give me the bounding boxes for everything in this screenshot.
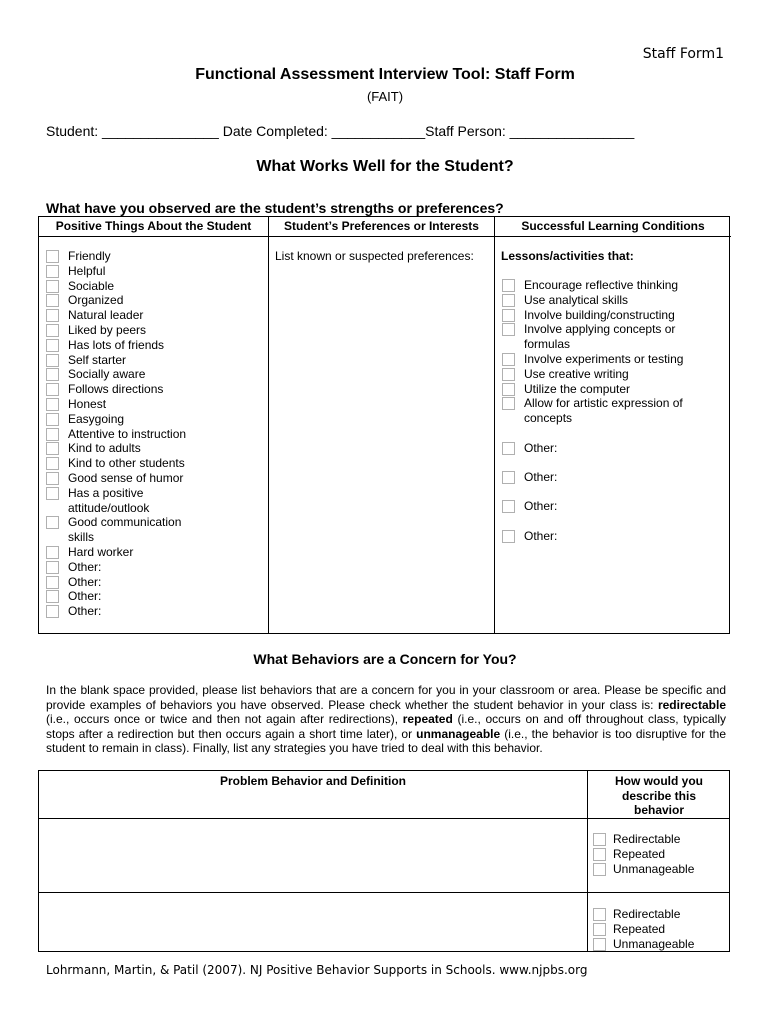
instruction-text: In the blank space provided, please list behaviors that are a concern for you in your classroom or area. Please be specific and provide examples of behaviors you have observed. Please check whether the student behavior in your class is: [46, 683, 726, 712]
student-info-line: Student: _______________ Date Completed: ____________Staff Person: ________________ [46, 123, 635, 139]
column-header-describe-behavior: How would you describe this behavior [615, 774, 703, 817]
checkbox[interactable] [502, 279, 515, 292]
instruction-text: (i.e., occurs once or twice and then not again after redirections), [46, 712, 403, 727]
checkbox-label: Hard worker [68, 545, 134, 559]
behavior-instructions [46, 683, 726, 756]
checkbox-label: Redirectable [613, 907, 681, 921]
column-header-preferences: Student’s Preferences or Interests [284, 219, 479, 233]
checkbox[interactable] [593, 908, 606, 921]
checkbox[interactable] [46, 339, 59, 352]
strengths-table [38, 216, 730, 634]
footer-citation: Lohrmann, Martin, & Patil (2007). NJ Positive Behavior Supports in Schools. www.njpbs.org [46, 963, 588, 977]
checkbox-label: Self starter [68, 352, 127, 367]
checkbox[interactable] [502, 442, 515, 455]
section-heading-behaviors: What Behaviors are a Concern for You? [253, 651, 517, 667]
checkbox-label: Other: [524, 528, 558, 543]
checkbox[interactable] [593, 923, 606, 936]
emphasis-term: repeated [402, 712, 453, 727]
emphasis-term: unmanageable [416, 726, 501, 741]
checkbox[interactable] [502, 397, 515, 410]
column-header-problem-behavior: Problem Behavior and Definition [219, 774, 407, 788]
checkbox[interactable] [502, 294, 515, 307]
checkbox-label: Follows directions [68, 382, 164, 397]
checkbox-label: Redirectable [613, 832, 681, 846]
checkbox-label: Liked by peers [68, 323, 147, 337]
positive-things-column [39, 217, 269, 633]
checkbox-label: Sociable [68, 278, 115, 293]
checkbox[interactable] [46, 265, 59, 278]
column-header-positive-things: Positive Things About the Student [55, 219, 252, 233]
checkbox[interactable] [46, 472, 59, 485]
checkbox-label: Unmanageable [613, 936, 695, 951]
checkbox-label: Involve experiments or testing [524, 352, 684, 366]
checkbox[interactable] [46, 428, 59, 441]
checkbox[interactable] [46, 309, 59, 322]
checkbox-label: Organized [68, 293, 124, 308]
checkbox-label: Use analytical skills [524, 292, 629, 307]
preferences-column [269, 217, 495, 633]
checkbox[interactable] [46, 546, 59, 559]
behavior-table [38, 770, 730, 952]
checkbox[interactable] [46, 576, 59, 589]
checkbox-label: Socially aware [68, 367, 146, 382]
strengths-question: What have you observed are the student’s strengths or preferences? [46, 200, 504, 216]
emphasis-term: redirectable [657, 697, 726, 712]
page-subtitle: (FAIT) [366, 89, 404, 104]
checkbox[interactable] [46, 250, 59, 263]
checkbox-label: Kind to other students [68, 456, 185, 471]
checkbox-label: Utilize the computer [524, 381, 631, 396]
checkbox[interactable] [593, 848, 606, 861]
checkbox-label: Kind to adults [68, 441, 141, 456]
checkbox-label: Good sense of humor [68, 471, 184, 485]
checkbox-label: Other: [68, 559, 102, 574]
checkbox-label: Has lots of friends [68, 337, 165, 352]
checkbox-label: Natural leader [68, 308, 144, 323]
checkbox[interactable] [46, 354, 59, 367]
checkbox[interactable] [46, 324, 59, 337]
instruction-text: (i.e., the behavior is too disruptive for the student to remain in class). Finally, list any strategies you have tried to deal with this behavior. [46, 726, 726, 756]
checkbox-label: Use creative writing [524, 366, 629, 381]
checkbox[interactable] [46, 605, 59, 618]
checkbox-label: Repeated [613, 846, 666, 861]
checkbox[interactable] [502, 383, 515, 396]
checkbox[interactable] [502, 530, 515, 543]
checkbox[interactable] [46, 590, 59, 603]
checkbox-label: Other: [524, 440, 558, 455]
checkbox[interactable] [593, 833, 606, 846]
checkbox-label: Encourage reflective thinking [524, 278, 679, 292]
checkbox[interactable] [502, 323, 515, 336]
checkbox[interactable] [502, 368, 515, 381]
preferences-prompt: List known or suspected preferences: [275, 249, 474, 263]
checkbox-label: Easygoing [68, 411, 125, 426]
checkbox[interactable] [46, 487, 59, 500]
checkbox[interactable] [46, 398, 59, 411]
checkbox[interactable] [502, 500, 515, 513]
checkbox-label: Unmanageable [613, 861, 695, 876]
learning-conditions-lead: Lessons/activities that: [501, 249, 634, 263]
column-header-learning-conditions: Successful Learning Conditions [521, 219, 705, 233]
checkbox-label: Other: [68, 604, 102, 619]
checkbox[interactable] [46, 368, 59, 381]
checkbox-label: Good communication skills [68, 515, 182, 545]
checkbox-label: Other: [68, 589, 102, 604]
instruction-text: (i.e., occurs on and off throughout class, typically stops after a redirection but then occurs again a short time later), or [46, 712, 726, 741]
form-tag: Staff Form1 [642, 46, 724, 62]
checkbox[interactable] [593, 863, 606, 876]
checkbox-label: Other: [68, 574, 102, 589]
checkbox-label: Other: [524, 470, 558, 484]
section-heading-what-works: What Works Well for the Student? [256, 158, 514, 175]
checkbox-label: Allow for artistic expression of concepts [524, 396, 683, 426]
checkbox[interactable] [593, 938, 606, 951]
checkbox[interactable] [502, 471, 515, 484]
checkbox[interactable] [46, 294, 59, 307]
checkbox[interactable] [502, 309, 515, 322]
checkbox-label: Honest [68, 397, 107, 411]
checkbox-label: Attentive to instruction [68, 426, 187, 441]
checkbox-label: Involve applying concepts or formulas [524, 322, 676, 352]
checkbox[interactable] [46, 413, 59, 426]
checkbox-label: Helpful [68, 263, 106, 278]
checkbox[interactable] [502, 353, 515, 366]
checkbox-label: Has a positive attitude/outlook [68, 485, 150, 515]
checkbox[interactable] [46, 516, 59, 529]
checkbox[interactable] [46, 442, 59, 455]
checkbox[interactable] [46, 457, 59, 470]
checkbox[interactable] [46, 561, 59, 574]
checkbox[interactable] [46, 280, 59, 293]
checkbox-label: Friendly [68, 249, 111, 263]
checkbox-label: Involve building/constructing [524, 307, 675, 322]
checkbox-label: Other: [524, 499, 558, 514]
checkbox[interactable] [46, 383, 59, 396]
learning-conditions-column [495, 217, 731, 633]
page-title: Functional Assessment Interview Tool: Staff Form [195, 66, 575, 83]
checkbox-label: Repeated [613, 921, 666, 936]
